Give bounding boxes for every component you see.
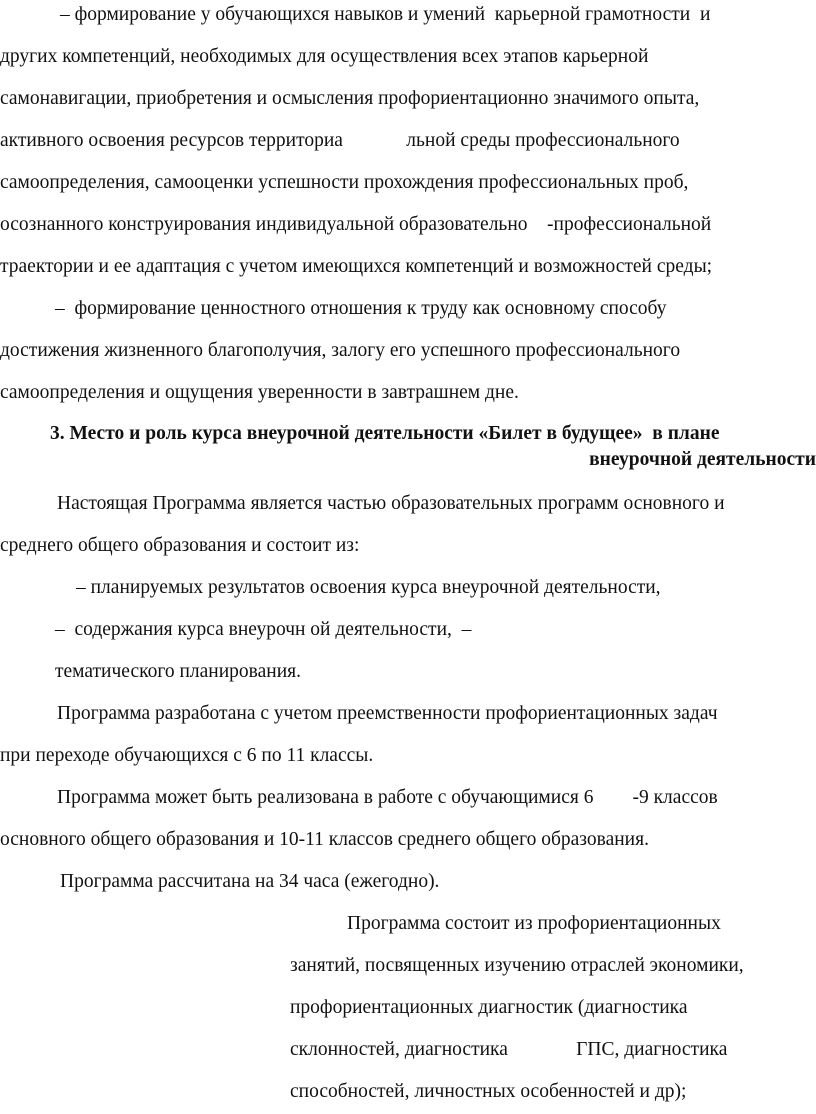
text-line-10: самоопределения и ощущения уверенности в завтрашнем дне. <box>0 382 519 403</box>
text-line-6: осознанного конструирования индивидуальной образовательно -профессиональной <box>0 214 712 235</box>
text-line-1: – формирование у обучающихся навыков и умений карьерной грамотности и <box>60 4 711 25</box>
text-line-11: Настоящая Программа является частью образовательных программ основного и <box>57 493 725 514</box>
text-line-16: основного общего образования и 10-11 классов среднего общего образования. <box>0 829 649 850</box>
text-line-17: Программа рассчитана на 34 часа (ежегодно). <box>60 871 440 892</box>
text-line-12: среднего общего образования и состоит из: <box>0 535 360 556</box>
text-line-9: достижения жизненного благополучия, залогу его успешного профессионального <box>0 340 681 361</box>
list-item-content: – содержания курса внеурочн ой деятельности, – <box>55 619 472 640</box>
text-line-14: при переходе обучающихся с 6 по 11 классы. <box>0 745 374 766</box>
text-line-4: активного освоения ресурсов территориа льной среды профессионального <box>0 130 680 151</box>
text-line-18: Программа состоит из профориентационных <box>347 913 721 934</box>
list-item-planning: тематического планирования. <box>55 661 301 682</box>
text-line-3: самонавигации, приобретения и осмысления профориентационно значимого опыта, <box>0 88 700 109</box>
text-line-21: склонностей, диагностика ГПС, диагностика <box>290 1039 728 1060</box>
section-heading: 3. Место и роль курса внеурочной деятельности «Билет в будущее» в плане <box>50 423 720 444</box>
text-line-19: занятий, посвященных изучению отраслей экономики, <box>290 955 744 976</box>
text-line-5: самоопределения, самооценки успешности прохождения профессиональных проб, <box>0 172 689 193</box>
text-line-7: траектории и ее адаптация с учетом имеющихся компетенций и возможностей среды; <box>0 256 713 277</box>
section-heading-cont: внеурочной деятельности <box>589 449 816 470</box>
text-line-22: способностей, личностных особенностей и др); <box>290 1081 687 1102</box>
text-line-13: Программа разработана с учетом преемственности профориентационных задач <box>57 703 718 724</box>
text-line-15: Программа может быть реализована в работе с обучающимися 6 -9 классов <box>57 787 718 808</box>
text-line-8: – формирование ценностного отношения к труду как основному способу <box>55 298 667 319</box>
text-line-20: профориентационных диагностик (диагностика <box>290 997 688 1018</box>
list-item-results: – планируемых результатов освоения курса внеурочной деятельности, <box>76 577 661 598</box>
text-line-2: других компетенций, необходимых для осуществления всех этапов карьерной <box>0 46 649 67</box>
